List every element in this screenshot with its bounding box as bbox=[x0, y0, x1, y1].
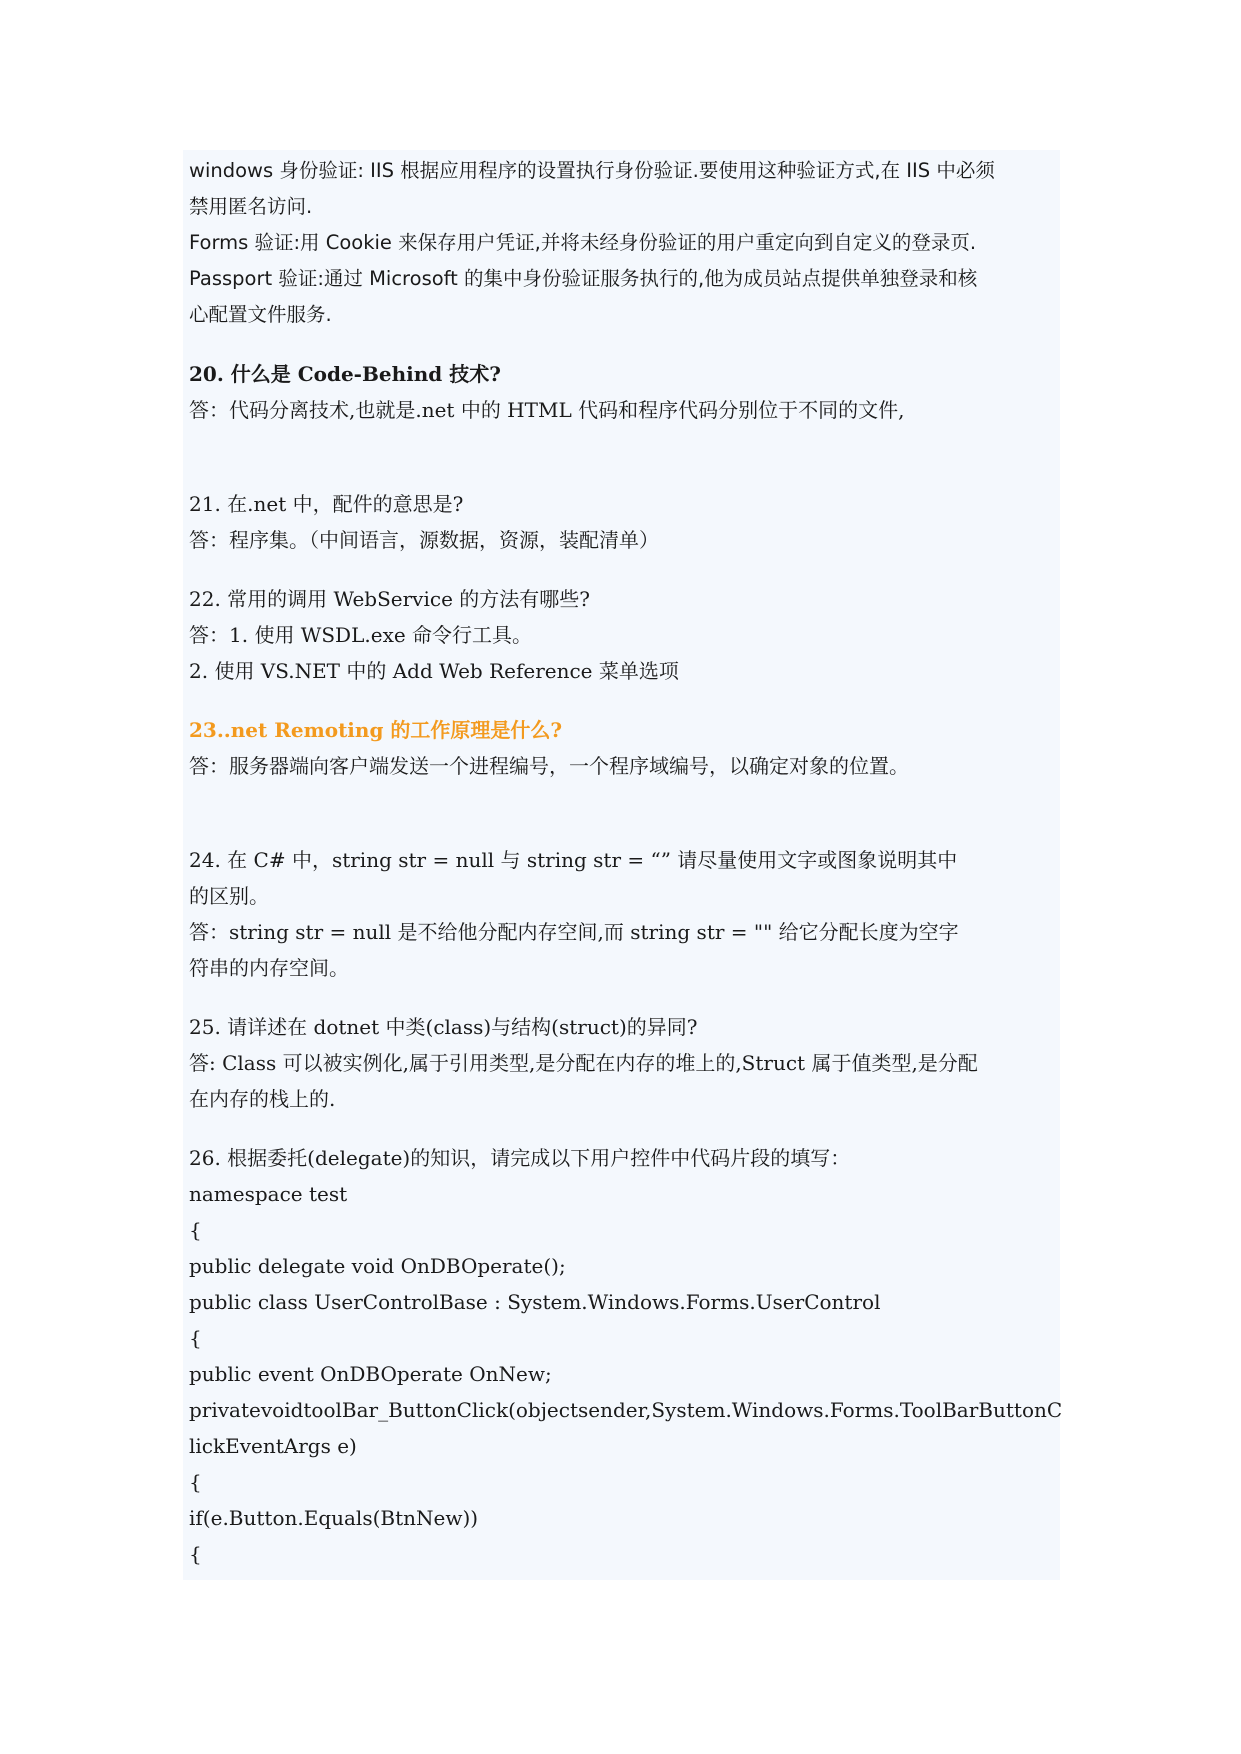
answer-24-line-2: 符串的内存空间。 bbox=[189, 956, 349, 980]
answer-20: 答：代码分离技术,也就是.net 中的 HTML 代码和程序代码分别位于不同的文件, bbox=[189, 398, 905, 422]
code-line-5: { bbox=[189, 1326, 202, 1350]
answer-22-line-1: 答：1. 使用 WSDL.exe 命令行工具。 bbox=[189, 623, 533, 647]
answer-21: 答：程序集。（中间语言，源数据，资源，装配清单） bbox=[189, 528, 659, 552]
question-24-heading: 24. 在 C# 中，string str = null 与 string str = “” 请尽量使用文字或图象说明其中 bbox=[189, 848, 958, 872]
text-line-windows-auth-cont: 禁用匿名访问. bbox=[189, 195, 313, 218]
question-20-heading: 20. 什么是 Code-Behind 技术? bbox=[189, 362, 501, 386]
text-line-passport-auth-cont: 心配置文件服务. bbox=[189, 303, 332, 326]
code-line-6: public event OnDBOperate OnNew; bbox=[189, 1362, 552, 1386]
answer-23: 答：服务器端向客户端发送一个进程编号，一个程序域编号，以确定对象的位置。 bbox=[189, 754, 909, 778]
question-22-heading: 22. 常用的调用 WebService 的方法有哪些? bbox=[189, 587, 590, 611]
question-26-heading: 26. 根据委托(delegate)的知识，请完成以下用户控件中代码片段的填写： bbox=[189, 1146, 851, 1170]
text-line-windows-auth: windows 身份验证: IIS 根据应用程序的设置执行身份验证.要使用这种验证方式,在 IIS 中必须 bbox=[189, 159, 995, 182]
text-line-passport-auth: Passport 验证:通过 Microsoft 的集中身份验证服务执行的,他为成员站点提供单独登录和核 bbox=[189, 267, 978, 290]
answer-25-line-1: 答: Class 可以被实例化,属于引用类型,是分配在内存的堆上的,Struct 属于值类型,是分配 bbox=[189, 1051, 978, 1075]
text-line-forms-auth: Forms 验证:用 Cookie 来保存用户凭证,并将未经身份验证的用户重定向到自定义的登录页. bbox=[189, 231, 977, 254]
code-line-8: lickEventArgs e) bbox=[189, 1434, 357, 1458]
code-line-9: { bbox=[189, 1470, 202, 1494]
code-line-10: if(e.Button.Equals(BtnNew)) bbox=[189, 1506, 479, 1530]
answer-22-line-2: 2. 使用 VS.NET 中的 Add Web Reference 菜单选项 bbox=[189, 659, 679, 683]
question-25-heading: 25. 请详述在 dotnet 中类(class)与结构(struct)的异同? bbox=[189, 1015, 698, 1039]
code-line-2: { bbox=[189, 1218, 202, 1242]
code-line-7: privatevoidtoolBar_ButtonClick(objectsender,System.Windows.Forms.ToolBarButtonC bbox=[189, 1398, 1063, 1422]
answer-25-line-2: 在内存的栈上的. bbox=[189, 1087, 336, 1111]
code-line-4: public class UserControlBase : System.Windows.Forms.UserControl bbox=[189, 1290, 881, 1314]
code-line-11: { bbox=[189, 1542, 202, 1566]
answer-24-line-1: 答：string str = null 是不给他分配内存空间,而 string str = "" 给它分配长度为空字 bbox=[189, 920, 959, 944]
code-line-1: namespace test bbox=[189, 1182, 348, 1206]
question-24-heading-cont: 的区别。 bbox=[189, 884, 269, 908]
question-23-heading: 23..net Remoting 的工作原理是什么? bbox=[189, 718, 563, 742]
code-line-3: public delegate void OnDBOperate(); bbox=[189, 1254, 566, 1278]
question-21-heading: 21. 在.net 中，配件的意思是? bbox=[189, 492, 464, 516]
